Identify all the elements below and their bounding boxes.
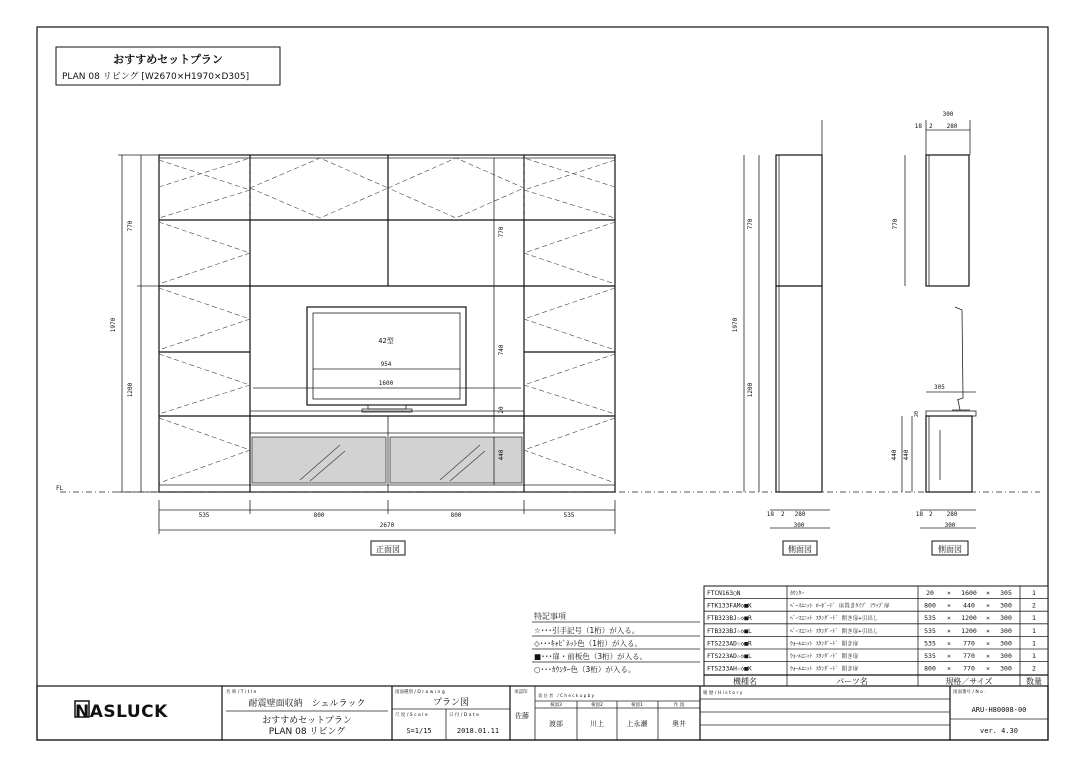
history-caption: 履 歴 / H i s t o r y	[703, 691, 743, 696]
special-notes	[532, 611, 700, 674]
side2-view-label: 側面図	[938, 545, 962, 554]
side2-dim-305: 305	[934, 384, 945, 391]
sign-name-1: 渡部	[549, 720, 563, 728]
date-caption: 日 付 / D a t e	[449, 713, 479, 718]
front-view	[110, 155, 615, 555]
note-line-2: ◇･･･ｷｬﾋﾞﾈｯﾄ色（1桁）が入る。	[534, 639, 643, 648]
tv-size-label: 42型	[378, 337, 394, 345]
side1-dim-300: 300	[793, 522, 805, 529]
parts-w: 20	[926, 589, 934, 597]
side2-dim-440a: 440	[891, 449, 898, 461]
parts-code: FTCN163○N	[707, 590, 741, 597]
front-inner-20: 20	[498, 406, 505, 414]
parts-h: 770	[963, 639, 975, 648]
sign-name-4: 奥井	[672, 720, 686, 728]
parts-w: 800	[924, 664, 936, 673]
parts-times-sign: ×	[986, 652, 990, 660]
scale-value: S=1/15	[406, 727, 432, 735]
parts-times-sign: ×	[947, 626, 951, 635]
front-width-4: 535	[563, 512, 575, 519]
side1-view-label: 側面図	[788, 545, 812, 554]
sign-name-2: 川上	[590, 720, 604, 728]
parts-d: 300	[1000, 639, 1012, 648]
parts-w: 535	[924, 626, 936, 635]
parts-times-sign: ×	[986, 601, 990, 610]
scale-caption: 尺 度 / S c a l e	[395, 713, 428, 718]
parts-times-sign: ×	[947, 639, 951, 648]
parts-d: 300	[1000, 614, 1012, 623]
side1-dim-770: 770	[747, 218, 754, 230]
check-caption: 責 任 者 / C h e c k u p b y	[538, 693, 595, 698]
front-inner-440: 440	[498, 449, 505, 461]
side2-bot-18: 18	[915, 511, 923, 518]
parts-qty: 2	[1032, 601, 1036, 610]
parts-d: 300	[1000, 664, 1012, 673]
side2-dim-770: 770	[892, 218, 899, 230]
parts-name: ﾍﾞｰｽﾕﾆｯﾄ ﾛｰﾎﾞｰﾄﾞ 床置きﾀｲﾌﾟ ﾌﾗｯﾌﾟ扉	[790, 603, 890, 610]
front-inner-770: 770	[498, 226, 505, 238]
side2-bot-2: 2	[929, 511, 933, 518]
drawing-caption: 図面種別 / D r a w i n g	[395, 690, 445, 695]
sign-name-3: 上永瀬	[626, 720, 648, 728]
version-value: ver. 4.30	[980, 727, 1018, 735]
parts-qty: 1	[1032, 614, 1036, 623]
note-line-4: ○･･･ｶｳﾝﾀｰ色（3桁）が入る。	[534, 665, 636, 674]
sign-caption-1: 検図3	[550, 703, 562, 708]
parts-header-code: 機種名	[733, 677, 757, 686]
front-dim-770: 770	[127, 220, 134, 232]
front-view-label: 正面図	[376, 545, 400, 554]
front-total-width: 2670	[379, 522, 395, 529]
tv-width-dim: 954	[380, 361, 392, 368]
parts-times-sign: ×	[947, 664, 951, 673]
parts-w: 535	[924, 614, 936, 623]
side-view-2	[891, 111, 976, 555]
front-dim-1970: 1970	[110, 317, 117, 333]
parts-header-size: 規格／サイズ	[945, 677, 993, 686]
parts-h: 1200	[961, 626, 977, 635]
parts-name: ｳｫｰﾙﾕﾆｯﾄ ｽﾀﾝﾀﾞｰﾄﾞ 開き扉	[790, 654, 859, 660]
number-value: ARU-H80008-00	[971, 706, 1027, 714]
side2-dim-20: 20	[914, 410, 920, 418]
parts-code: FTB323BJ☆◇■L	[707, 627, 752, 635]
side2-bot-300: 300	[944, 522, 956, 529]
parts-w: 535	[924, 639, 936, 648]
parts-h: 1200	[961, 614, 977, 623]
parts-code: FTS223AD☆◇■R	[707, 640, 752, 648]
parts-name: ﾍﾞｰｽﾕﾆｯﾄ ｽﾀﾝﾀﾞｰﾄﾞ 開き扉+引出し	[790, 628, 879, 635]
parts-name: ｳｫｰﾙﾕﾆｯﾄ ｽﾀﾝﾀﾞｰﾄﾞ 開き扉	[790, 641, 859, 648]
parts-times-sign: ×	[986, 589, 990, 597]
drawing-value: プラン図	[432, 698, 470, 708]
parts-code: FTK133FAM◇■K	[707, 602, 752, 610]
parts-name: ｶｳﾝﾀｰ	[790, 591, 804, 597]
number-caption: 図面番号 / N o .	[953, 690, 986, 695]
parts-w: 535	[924, 652, 936, 660]
title-block	[37, 686, 1048, 740]
counter-width-dim: 1600	[378, 380, 394, 387]
parts-times-sign: ×	[947, 652, 951, 660]
front-dim-1200: 1200	[127, 382, 134, 398]
parts-d: 300	[1000, 652, 1012, 660]
parts-h: 1600	[961, 589, 977, 597]
side2-top-280: 280	[946, 123, 958, 130]
note-line-3: ■･･･扉・前板色（3桁）が入る。	[534, 652, 648, 661]
side1-dim-1200: 1200	[747, 382, 754, 398]
parts-table	[704, 586, 1048, 686]
tv-outline	[307, 307, 466, 412]
title-caption: 名 称 / T i t l e	[226, 690, 257, 695]
parts-times-sign: ×	[947, 614, 951, 623]
parts-name: ｳｫｰﾙﾕﾆｯﾄ ｽﾀﾝﾀﾞｰﾄﾞ 開き扉	[790, 666, 859, 673]
front-width-3: 800	[450, 512, 462, 519]
parts-d: 300	[1000, 601, 1012, 610]
side2-top-300: 300	[942, 111, 954, 118]
sign-caption-2: 検図2	[591, 703, 603, 708]
title-line3: PLAN 08 リビング	[268, 727, 346, 737]
side2-dim-440b: 440	[903, 449, 910, 461]
side2-bot-280: 280	[946, 511, 958, 518]
parts-header-name: パーツ名	[836, 677, 868, 686]
front-width-1: 535	[198, 512, 210, 519]
parts-times-sign: ×	[947, 589, 951, 597]
front-width-2: 800	[313, 512, 325, 519]
parts-w: 800	[924, 601, 936, 610]
fl-label: FL	[56, 485, 64, 492]
approver-caption: 承認印	[514, 690, 528, 695]
plan-title-box	[56, 47, 280, 85]
parts-code: FTS233AH☆◇■K	[707, 665, 752, 673]
parts-times-sign: ×	[986, 639, 990, 648]
side1-dim-1970: 1970	[732, 317, 739, 333]
parts-times-sign: ×	[947, 601, 951, 610]
parts-d: 300	[1000, 626, 1012, 635]
plan-title-line2: PLAN 08 リビング [W2670×H1970×D305]	[62, 72, 250, 82]
side2-top-2: 2	[929, 123, 933, 130]
parts-qty: 1	[1032, 626, 1036, 635]
sign-caption-3: 検図1	[631, 703, 643, 708]
date-value: 2018.01.11	[456, 727, 500, 735]
side1-dim-2: 2	[781, 511, 785, 518]
parts-times-sign: ×	[986, 626, 990, 635]
parts-d: 305	[1000, 589, 1012, 597]
parts-qty: 2	[1032, 664, 1036, 673]
title-line2: おすすめセットプラン	[262, 716, 352, 726]
approver-value: 佐藤	[515, 712, 529, 720]
note-line-1: ☆･･･引手記号（1桁）が入る。	[534, 626, 640, 635]
parts-name: ﾍﾞｰｽﾕﾆｯﾄ ｽﾀﾝﾀﾞｰﾄﾞ 開き扉+引出し	[790, 616, 879, 623]
parts-header-qty: 数量	[1026, 677, 1042, 686]
side1-dim-18: 18	[766, 511, 774, 518]
parts-h: 770	[963, 664, 975, 673]
notes-heading: 特記事項	[534, 612, 566, 621]
parts-qty: 1	[1032, 589, 1036, 597]
side-view-1	[732, 120, 830, 555]
parts-times-sign: ×	[986, 664, 990, 673]
parts-h: 440	[963, 601, 975, 610]
title-line1: 耐震壁面収納 シェルラック	[248, 699, 366, 709]
parts-h: 770	[963, 652, 975, 660]
front-inner-740: 740	[498, 344, 505, 356]
parts-qty: 1	[1032, 639, 1036, 648]
sign-caption-4: 作 図	[673, 703, 685, 708]
side2-top-18: 18	[914, 123, 922, 130]
parts-times-sign: ×	[986, 614, 990, 623]
side1-dim-280: 280	[794, 511, 806, 518]
parts-code: FTB323BJ☆◇■R	[707, 615, 752, 623]
parts-code: FTS223AD☆◇■L	[707, 653, 752, 660]
nasluck-logo: NASLUCK	[75, 702, 168, 722]
plan-title-line1: おすすめセットプラン	[113, 53, 223, 66]
parts-qty: 1	[1032, 652, 1036, 660]
